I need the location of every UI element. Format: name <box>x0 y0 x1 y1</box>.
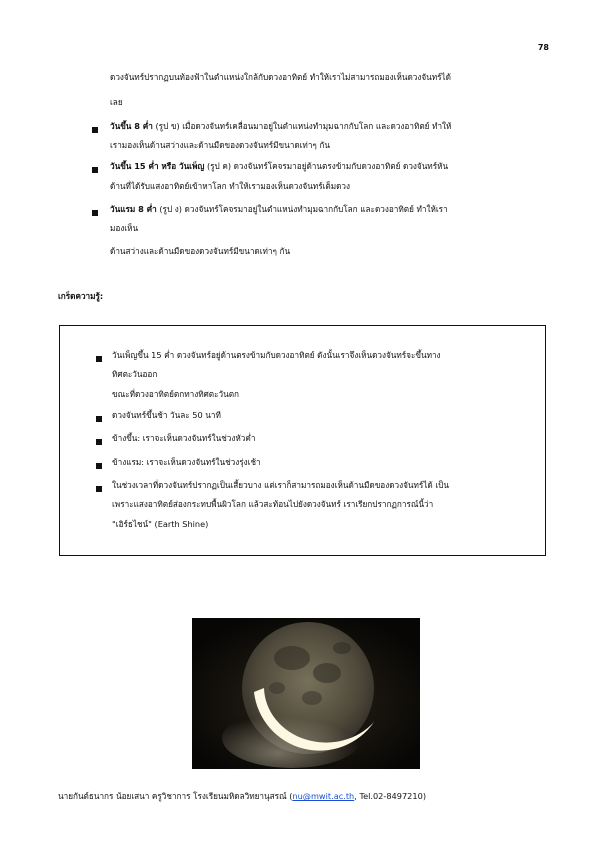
bullet-icon <box>96 416 102 422</box>
bullet-icon <box>96 463 102 469</box>
box-line-0-2: ขณะที่ดวงอาทิตย์ตกทางทิศตะวันตก <box>112 389 239 399</box>
bullet-icon <box>96 356 102 362</box>
top-line-3-cont-0: มองเห็น <box>110 223 139 233</box>
box-line-2-0: ข้างขึ้น: เราจะเห็นดวงจันทร์ในช่วงหัวค่ำ <box>112 433 256 443</box>
box-line-1-0: ดวงจันทร์ขึ้นช้า วันละ 50 นาที <box>112 410 221 420</box>
footer-prefix: นายกันต์ธนากร น้อยเสนา ครูวิชาการ โรงเรียนมหิดลวิทยานุสรณ์ ( <box>58 791 293 801</box>
box-line-0-0: วันเพ็ญขึ้น 15 ค่ำ ดวงจันทร์อยู่ด้านตรงข้ามกับดวงอาทิตย์ ดังนั้นเราจึงเห็นดวงจันทร์จะขึ้นทาง <box>112 350 441 360</box>
top-line-2-cont: ด้านที่ได้รับแสงอาทิตย์เข้าหาโลก ทำให้เรามองเห็นดวงจันทร์เต็มดวง <box>110 181 351 191</box>
page-number: 78 <box>537 43 549 52</box>
box-line-4-2: "เอิร์ธไชน์" (Earth Shine) <box>112 519 209 529</box>
box-line-4-0: ในช่วงเวลาที่ดวงจันทร์ปรากฏเป็นเสี้ยวบาง แต่เราก็สามารถมองเห็นด้านมืดของดวงจันทร์ได้ เป็น <box>112 480 449 490</box>
top-line-1-cont: เรามองเห็นด้านสว่างและด้านมืดของดวงจันทร์มีขนาดเท่าๆ กัน <box>110 140 330 150</box>
footer-suffix: , Tel.02-8497210) <box>354 791 427 801</box>
box-line-4-1: เพราะแสงอาทิตย์ส่องกระทบพื้นผิวโลก แล้วสะท้อนไปยังดวงจันทร์ เราเรียกปรากฏการณ์นี้ว่า <box>112 499 434 509</box>
top-line-0: ดวงจันทร์ปรากฏบนท้องฟ้าในตำแหน่งใกล้กับดวงอาทิตย์ ทำให้เราไม่สามารถมองเห็นดวงจันทร์ได้ <box>110 72 451 82</box>
top-line-3: วันแรม 8 ค่ำ (รูป ง) ดวงจันทร์โคจรมาอยู่ในตำแหน่งทำมุมฉากกับโลก และดวงอาทิตย์ ทำให้เรา <box>110 204 448 214</box>
moon-photo <box>192 618 420 769</box>
section-heading: เกร็ดความรู้: <box>58 291 104 301</box>
footer <box>58 789 426 805</box>
box-line-3-0: ข้างแรม: เราจะเห็นดวงจันทร์ในช่วงรุ่งเช้า <box>112 457 261 467</box>
bullet-icon <box>92 167 98 173</box>
bullet-icon <box>92 127 98 133</box>
top-line-2: วันขึ้น 15 ค่ำ หรือ วันเพ็ญ (รูป ค) ดวงจันทร์โคจรมาอยู่ด้านตรงข้ามกับดวงอาทิตย์ ดวงจันทร์หัน <box>110 161 449 171</box>
footer-email-link[interactable]: nu@mwit.ac.th <box>292 791 355 801</box>
top-line-0-cont: เลย <box>110 97 123 107</box>
bullet-icon <box>96 486 102 492</box>
top-line-3-cont-1: ด้านสว่างและด้านมืดของดวงจันทร์มีขนาดเท่าๆ กัน <box>110 246 291 256</box>
bullet-icon <box>92 210 98 216</box>
bullet-icon <box>96 439 102 445</box>
top-line-1: วันขึ้น 8 ค่ำ (รูป ข) เมื่อดวงจันทร์เคลื่อนมาอยู่ในตำแหน่งทำมุมฉากกับโลก และดวงอาทิตย์ ทำให้ <box>110 121 452 131</box>
box-line-0-1: ทิศตะวันออก <box>112 369 158 379</box>
fact-box <box>59 325 546 556</box>
